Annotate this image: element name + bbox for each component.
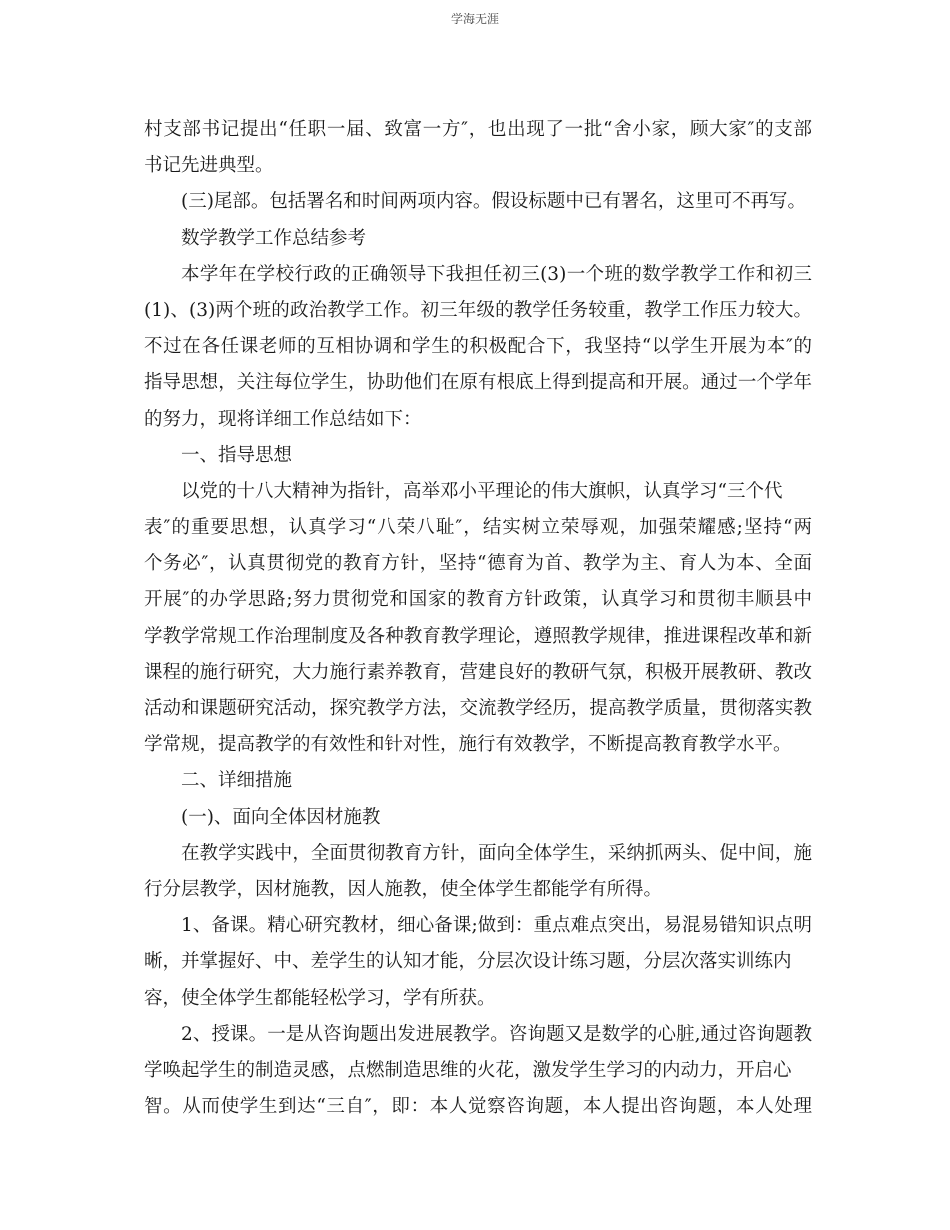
text-line: 1、备课。精心研究教材，细心备课;做到：重点难点突出，易混易错知识点明 (181, 915, 812, 937)
text-line: 本学年在学校行政的正确领导下我担任初三(3)一个班的数学教学工作和初三 (181, 263, 812, 285)
text-line: 的努力，现将详细工作总结如下： (144, 408, 422, 430)
text-line: 行分层教学，因材施教，因人施教，使全体学生都能学有所得。 (144, 878, 663, 900)
text-line: 二、详细措施 (181, 770, 293, 792)
text-line: 晰，并掌握好、中、差学生的认知才能，分层次设计练习题，分层次落实训练内 (144, 951, 792, 973)
text-line: 2、授课。一是从咨询题出发进展教学。咨询题又是数学的心脏,通过咨询题教 (181, 1023, 812, 1045)
text-line: (1)、(3)两个班的政治教学工作。初三年级的教学任务较重，教学工作压力较大。 (144, 299, 812, 321)
text-line: 一、指导思想 (181, 444, 293, 466)
text-line: 容，使全体学生都能轻松学习，学有所获。 (144, 987, 496, 1009)
text-line: 个务必″，认真贯彻党的教育方针，坚持“德育为首、教学为主、育人为本、全面 (144, 553, 812, 575)
text-line: 智。从而使学生到达“三自″，即：本人觉察咨询题，本人提出咨询题，本人处理 (144, 1096, 812, 1118)
text-line: 在教学实践中，全面贯彻教育方针，面向全体学生，采纳抓两头、促中间，施 (181, 842, 812, 864)
text-line: 活动和课题研究活动，探究教学方法，交流教学经历，提高教学质量，贯彻落实教 (144, 698, 812, 719)
page-header: 学海无涯 (450, 12, 499, 26)
text-line: 开展″的办学思路;努力贯彻党和国家的教育方针政策，认真学习和贯彻丰顺县中 (144, 589, 812, 611)
text-line: 表″的重要思想，认真学习“八荣八耻″，结实树立荣辱观，加强荣耀感;坚持“两 (144, 517, 812, 539)
text-line: 数学教学工作总结参考 (181, 227, 367, 249)
text-line: 指导思想，关注每位学生，协助他们在原有根底上得到提高和开展。通过一个学年 (144, 372, 812, 394)
text-line: 书记先进典型。 (144, 155, 274, 177)
text-line: (三)尾部。包括署名和时间两项内容。假设标题中已有署名，这里可不再写。 (181, 191, 806, 213)
text-line: 学常规，提高教学的有效性和针对性，施行有效教学，不断提高教育教学水平。 (144, 734, 792, 756)
text-line: 不过在各任课老师的互相协调和学生的积极配合下，我坚持“以学生开展为本″的 (144, 336, 812, 358)
document-body (144, 112, 812, 1125)
text-line: 课程的施行研究，大力施行素养教育，营建良好的教研气氛，积极开展教研、教改 (144, 661, 812, 683)
text-line: (一)、面向全体因材施教 (181, 806, 381, 828)
text-line: 村支部书记提出“任职一届、致富一方″，也出现了一批“舍小家，顾大家″的支部 (144, 119, 812, 140)
text-line: 以党的十八大精神为指针，高举邓小平理论的伟大旗帜，认真学习“三个代 (181, 480, 783, 502)
text-line: 学唤起学生的制造灵感，点燃制造思维的火花，激发学生学习的内动力，开启心 (144, 1059, 792, 1081)
text-line: 学教学常规工作治理制度及各种教育教学理论，遵照教学规律，推进课程改革和新 (144, 625, 812, 647)
